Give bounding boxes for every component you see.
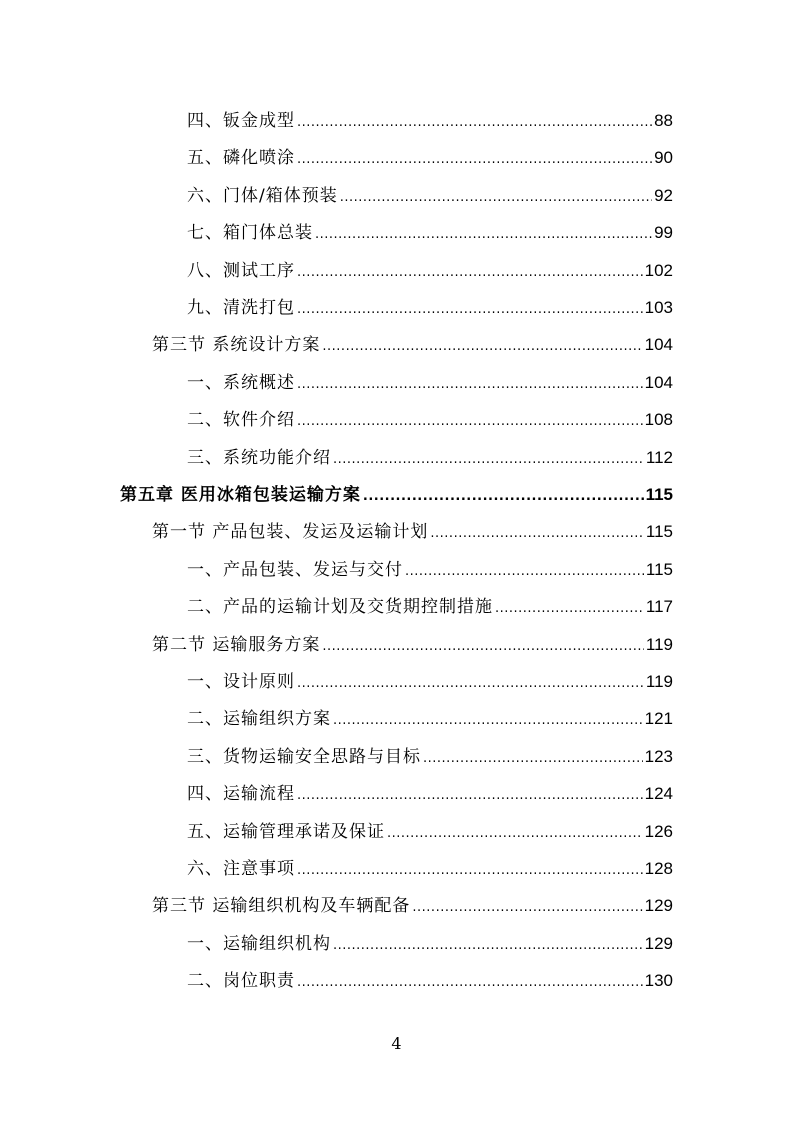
toc-entry-page: 102 <box>644 260 673 280</box>
toc-leader-dots <box>387 825 643 843</box>
toc-entry-page: 104 <box>644 372 673 392</box>
toc-entry[interactable] <box>187 738 673 768</box>
toc-entry-label: 九、清洗打包 <box>187 298 295 318</box>
toc-entry[interactable] <box>187 214 673 244</box>
toc-entry-page: 117 <box>645 597 673 617</box>
toc-entry-label: 一、运输组织机构 <box>187 933 331 954</box>
toc-entry[interactable] <box>187 663 673 693</box>
toc-entry-label: 六、注意事项 <box>187 859 295 879</box>
toc-leader-dots <box>495 600 644 618</box>
toc-entry[interactable] <box>187 139 673 169</box>
toc-entry-label: 第二节 运输服务方案 <box>152 634 321 655</box>
toc-entry[interactable] <box>187 813 673 843</box>
toc-entry[interactable] <box>187 364 673 394</box>
toc-leader-dots <box>297 413 643 431</box>
toc-leader-dots <box>315 226 652 244</box>
toc-leader-dots <box>363 488 644 506</box>
toc-leader-dots <box>297 675 644 693</box>
toc-entry-label: 五、运输管理承诺及保证 <box>187 821 385 842</box>
toc-leader-dots <box>297 787 643 805</box>
toc-entry-page: 126 <box>644 821 673 841</box>
toc-leader-dots <box>412 899 642 917</box>
toc-entry-page: 129 <box>644 933 673 953</box>
toc-entry-page: 92 <box>654 185 673 205</box>
toc-leader-dots <box>297 862 643 880</box>
toc-entry[interactable] <box>187 775 673 805</box>
toc-entry-label: 一、产品包装、发运与交付 <box>187 559 403 580</box>
toc-entry-page: 119 <box>645 634 673 654</box>
toc-leader-dots <box>333 451 644 469</box>
toc-entry-page: 121 <box>644 709 673 729</box>
toc-leader-dots <box>340 189 652 207</box>
toc-entry-page: 115 <box>645 559 673 579</box>
toc-entry-label: 三、货物运输安全思路与目标 <box>187 746 421 767</box>
toc-entry-page: 90 <box>654 148 673 168</box>
toc-entry-label: 五、磷化喷涂 <box>187 148 295 169</box>
toc-leader-dots <box>297 301 643 319</box>
toc-entry[interactable] <box>187 177 673 207</box>
toc-entry[interactable] <box>187 700 673 730</box>
toc-entry-label: 二、软件介绍 <box>187 410 295 431</box>
toc-entry-page: 104 <box>644 335 673 355</box>
toc-entry[interactable] <box>187 439 673 469</box>
toc-entry-label: 三、系统功能介绍 <box>187 447 331 468</box>
toc-entry-page: 128 <box>644 859 673 878</box>
toc-entry[interactable] <box>187 962 673 992</box>
toc-entry-label: 第三节 运输组织机构及车辆配备 <box>152 896 411 917</box>
toc-leader-dots <box>405 563 644 581</box>
toc-section-entry[interactable] <box>152 626 673 656</box>
toc-leader-dots <box>423 750 643 768</box>
toc-entry-label: 第一节 产品包装、发运及运输计划 <box>152 522 429 543</box>
toc-entry-label: 四、钣金成型 <box>187 111 295 131</box>
toc-entry-page: 119 <box>645 672 673 691</box>
toc-entry-label: 第五章 医用冰箱包装运输方案 <box>120 485 361 505</box>
toc-leader-dots <box>322 338 642 356</box>
toc-entry-page: 103 <box>644 298 673 317</box>
toc-section-entry[interactable] <box>152 513 673 543</box>
toc-entry[interactable] <box>187 252 673 282</box>
toc-entry-label: 二、运输组织方案 <box>187 709 331 730</box>
toc-entry[interactable] <box>187 401 673 431</box>
toc-leader-dots <box>297 264 643 282</box>
toc-leader-dots <box>297 151 652 169</box>
toc-entry-label: 二、岗位职责 <box>187 971 295 992</box>
toc-entry-page: 115 <box>645 485 673 504</box>
toc-entry[interactable] <box>187 551 673 581</box>
toc-entry[interactable] <box>187 925 673 955</box>
toc-section-entry[interactable] <box>152 326 673 356</box>
toc-entry-label: 一、系统概述 <box>187 372 295 393</box>
toc-entry-page: 88 <box>654 111 673 130</box>
toc-entry[interactable] <box>187 588 673 618</box>
toc-entry-label: 八、测试工序 <box>187 260 295 281</box>
toc-entry-page: 112 <box>645 447 673 467</box>
toc-leader-dots <box>297 974 643 992</box>
toc-entry[interactable] <box>187 102 673 132</box>
toc-entry[interactable] <box>187 289 673 319</box>
toc-leader-dots <box>430 525 643 543</box>
page-number: 4 <box>391 1034 402 1053</box>
toc-leader-dots <box>297 376 643 394</box>
toc-entry-page: 124 <box>644 784 673 804</box>
toc-entry[interactable] <box>187 850 673 880</box>
toc-entry-page: 108 <box>644 410 673 430</box>
toc-entry-label: 七、箱门体总装 <box>187 223 313 244</box>
toc-entry-label: 一、设计原则 <box>187 672 295 692</box>
toc-leader-dots <box>322 638 643 656</box>
toc-leader-dots <box>333 937 643 955</box>
toc-entry-page: 129 <box>644 896 673 916</box>
toc-entry-page: 130 <box>644 971 673 991</box>
toc-entry-page: 123 <box>644 746 673 766</box>
toc-entry-page: 99 <box>654 223 673 243</box>
toc-entry-label: 六、门体/箱体预装 <box>187 185 338 206</box>
toc-leader-dots <box>297 114 652 132</box>
toc-entry-page: 115 <box>645 522 673 542</box>
toc-entry-label: 第三节 系统设计方案 <box>152 335 321 356</box>
toc-entry-label: 四、运输流程 <box>187 784 295 805</box>
toc-chapter-entry[interactable] <box>120 476 673 506</box>
toc-section-entry[interactable] <box>152 887 673 917</box>
toc-leader-dots <box>333 712 643 730</box>
toc-entry-label: 二、产品的运输计划及交货期控制措施 <box>187 597 493 618</box>
